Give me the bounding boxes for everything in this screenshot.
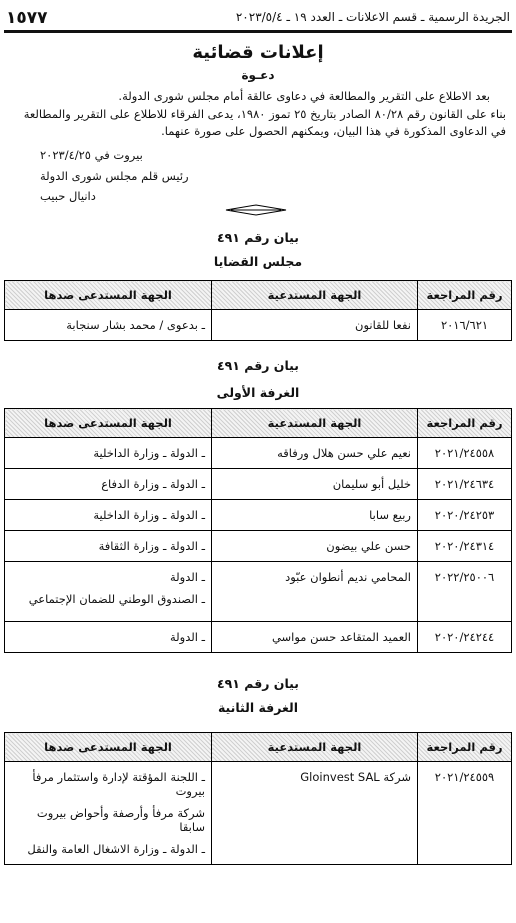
table-row: [5, 500, 512, 531]
col-respondent-header: الجهة المستدعى ضدها: [5, 733, 212, 762]
col-claimant-header: الجهة المستدعية: [212, 281, 418, 310]
notice-paragraph-1: بعد الاطلاع على التقرير والمطالعة في دعاوى عالقة أمام مجلس شورى الدولة.: [118, 89, 490, 103]
table-row: [5, 531, 512, 562]
section-2-table: [4, 408, 512, 653]
table-header-row: [5, 733, 512, 762]
claimant-cell: حسن علي بيضون: [212, 531, 418, 562]
ref-cell: ٢٠٢١/٢٤٥٥٨: [418, 438, 512, 469]
signatory-title: رئيس قلم مجلس شورى الدولة: [40, 169, 189, 183]
respondent-line: ـ الدولة: [170, 630, 205, 644]
section-2-statement: بيان رقم ٤٩١: [217, 358, 299, 373]
respondent-cell: [5, 622, 212, 653]
table-header-row: [5, 281, 512, 310]
ref-cell: ٢٠٢٠/٢٤٣١٤: [418, 531, 512, 562]
date-line: بيروت في ٢٠٢٣/٤/٢٥: [40, 148, 143, 162]
respondent-cell: [5, 531, 212, 562]
divider-ornament: [225, 204, 287, 216]
table-row: [5, 622, 512, 653]
respondent-cell: [5, 500, 212, 531]
table-row: [5, 438, 512, 469]
respondent-cell: [5, 438, 212, 469]
section-1-statement: بيان رقم ٤٩١: [217, 230, 299, 245]
ref-cell: ٢٠٢١/٢٤٥٥٩: [418, 762, 512, 865]
section-3-table: [4, 732, 512, 865]
section-1-table: [4, 280, 512, 341]
respondent-line: ـ الدولة ـ وزارة الداخلية: [93, 446, 205, 460]
page-number: ١٥٧٧: [6, 8, 48, 28]
table-row: [5, 310, 512, 341]
claimant-cell: شركة Gloinvest SAL: [212, 762, 418, 865]
col-respondent-header: الجهة المستدعى ضدها: [5, 281, 212, 310]
col-claimant-header: الجهة المستدعية: [212, 733, 418, 762]
respondent-cell: [5, 762, 212, 865]
table-row: [5, 562, 512, 622]
page-header: [6, 8, 510, 28]
respondent-line: ـ بدعوى / محمد بشار سنجابة: [66, 318, 205, 332]
section-3-chamber: الغرفة الثانية: [217, 700, 299, 715]
respondent-line: ـ اللجنة المؤقتة لإدارة واستثمار مرفأ بيروت: [32, 770, 205, 798]
table-header-row: [5, 409, 512, 438]
main-heading: إعلانات قضائية: [192, 42, 324, 63]
signatory-name: دانيال حبيب: [40, 189, 96, 203]
notice-title: دعـوة: [241, 68, 275, 82]
section-2-chamber: الغرفة الأولى: [216, 385, 300, 400]
respondent-cell: [5, 562, 212, 622]
respondent-line: ـ الدولة ـ وزارة الدفاع: [101, 477, 205, 491]
respondent-line: ـ الدولة ـ وزارة الاشغال العامة والنقل: [27, 842, 205, 856]
claimant-cell: نفعا للقانون: [212, 310, 418, 341]
respondent-line: شركة مرفأ وأرصفة وأحواض بيروت سابقا: [36, 806, 205, 834]
table-row: [5, 762, 512, 865]
ref-cell: ٢٠٢٠/٢٤٢٤٤: [418, 622, 512, 653]
respondent-cell: [5, 310, 212, 341]
ref-cell: ٢٠٢٠/٢٤٢٥٣: [418, 500, 512, 531]
col-ref-header: رقم المراجعة: [418, 409, 512, 438]
ref-cell: ٢٠١٦/٦٢١: [418, 310, 512, 341]
notice-paragraph-2: بناء على القانون رقم ٨٠/٢٨ الصادر بتاريخ ٢٥ تموز ١٩٨٠، يدعى الفرقاء للاطلاع على التقرير والمطالعة في الدعاوى المذكورة في هذا البيان، ويمكنهم الحصول على صورة عنهما.: [23, 107, 506, 138]
section-1-chamber: مجلس القضايا: [213, 254, 303, 269]
claimant-cell: المحامي نديم أنطوان عبّود: [212, 562, 418, 622]
col-respondent-header: الجهة المستدعى ضدها: [5, 409, 212, 438]
respondent-line: ـ الصندوق الوطني للضمان الإجتماعي: [28, 592, 205, 606]
claimant-cell: العميد المتقاعد حسن مواسي: [212, 622, 418, 653]
table-row: [5, 469, 512, 500]
ref-cell: ٢٠٢١/٢٤٦٣٤: [418, 469, 512, 500]
respondent-line: ـ الدولة ـ وزارة الداخلية: [93, 508, 205, 522]
claimant-cell: نعيم علي حسن هلال ورفاقه: [212, 438, 418, 469]
respondent-line: ـ الدولة ـ وزارة الثقافة: [98, 539, 205, 553]
respondent-line: ـ الدولة: [170, 570, 205, 584]
ref-cell: ٢٠٢٢/٢٥٠٠٦: [418, 562, 512, 622]
respondent-cell: [5, 469, 212, 500]
col-claimant-header: الجهة المستدعية: [212, 409, 418, 438]
gazette-title: الجريدة الرسمية ـ قسم الاعلانات ـ العدد ١٩ ـ ٢٠٢٣/٥/٤: [235, 10, 510, 24]
section-3-statement: بيان رقم ٤٩١: [217, 676, 299, 691]
claimant-cell: ربيع سابا: [212, 500, 418, 531]
col-ref-header: رقم المراجعة: [418, 281, 512, 310]
claimant-cell: خليل أبو سليمان: [212, 469, 418, 500]
col-ref-header: رقم المراجعة: [418, 733, 512, 762]
header-rule: [4, 30, 512, 33]
